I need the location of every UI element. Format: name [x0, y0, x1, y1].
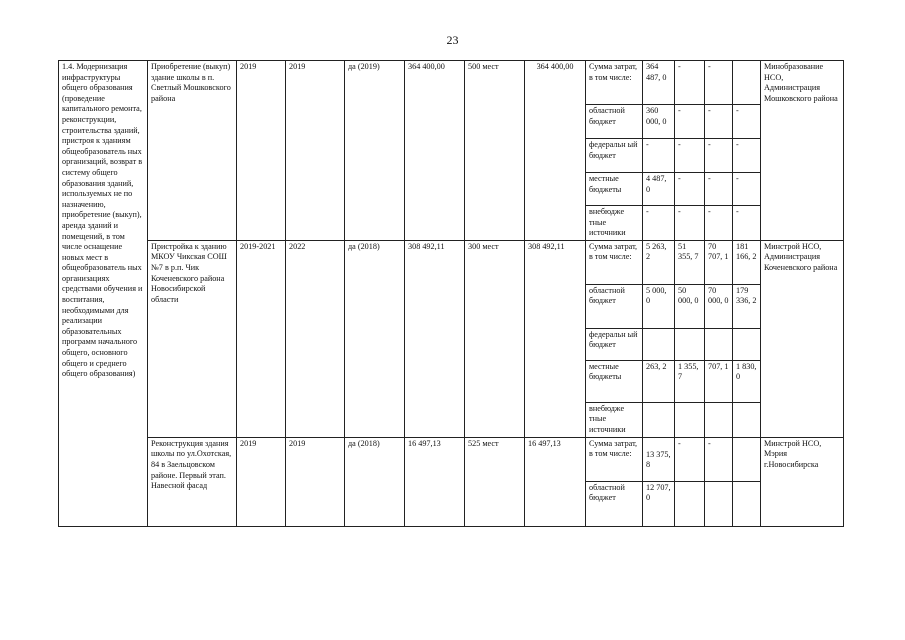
row-label: Сумма затрат, в том числе:: [586, 437, 643, 481]
row-label: областной бюджет: [586, 105, 643, 139]
project-expertise: да (2018): [345, 437, 405, 526]
value-2019: -: [643, 206, 675, 241]
row-label: внебюдже тные источники: [586, 402, 643, 437]
value-2022: 179 336, 2: [733, 284, 761, 328]
project-cost: 308 492,11: [525, 240, 586, 437]
value-2020: -: [675, 173, 705, 206]
project-start: 2019: [237, 437, 286, 526]
value-2019: 4 487, 0: [643, 173, 675, 206]
project-responsible: Минстрой НСО, Мэрия г.Новосибирска: [761, 437, 844, 526]
project-end: 2019: [286, 61, 345, 241]
value-2021: [705, 481, 733, 526]
value-2020: [675, 328, 705, 360]
project-expertise: да (2019): [345, 61, 405, 241]
value-2019: 5 000, 0: [643, 284, 675, 328]
row-label: местные бюджеты: [586, 173, 643, 206]
project-capacity: 500 мест: [465, 61, 525, 241]
value-2022: -: [733, 206, 761, 241]
row-label: Сумма затрат, в том числе:: [586, 61, 643, 105]
value-2022: [733, 437, 761, 481]
value-2021: -: [705, 173, 733, 206]
row-label: областной бюджет: [586, 284, 643, 328]
value-2019: [643, 402, 675, 437]
value-2020: -: [675, 206, 705, 241]
value-2019: 364 487, 0: [643, 61, 675, 105]
value-2022: -: [733, 173, 761, 206]
project-capacity: 300 мест: [465, 240, 525, 437]
project-responsible: Минобразование НСО, Администрация Мошковского района: [761, 61, 844, 241]
value-2022: [733, 328, 761, 360]
project-expertise: да (2018): [345, 240, 405, 437]
project-end: 2019: [286, 437, 345, 526]
project-capacity: 525 мест: [465, 437, 525, 526]
value-2022: [733, 61, 761, 105]
value-2019: -: [643, 139, 675, 173]
project-cost: 364 400,00: [525, 61, 586, 241]
value-2020: 51 355, 7: [675, 240, 705, 284]
value-2020: -: [675, 437, 705, 481]
value-2021: 70 000, 0: [705, 284, 733, 328]
row-label: местные бюджеты: [586, 360, 643, 402]
value-2019: 5 263, 2: [643, 240, 675, 284]
row-label: Сумма затрат, в том числе:: [586, 240, 643, 284]
measure-cell: 1.4. Модернизация инфраструктуры общего образования (проведение капитального ремонта, реконструкции, строительства зданий, пристроя к зданиям общеобразователь ных организаций, возврат в систему общего образования зданий, используемых не по назначению, приобретение (выкуп), аренда зданий и помещений, в том числе оснащение новых мест в общеобразователь ных организациях средствами обучения и воспитания, необходимыми для реализации образовательных программ начального общего, основного общего и среднего общего образования): [59, 61, 148, 527]
value-2020: [675, 481, 705, 526]
value-2022: -: [733, 105, 761, 139]
value-2021: 70 707, 1: [705, 240, 733, 284]
project-name: Приобретение (выкуп) здание школы в п. Светлый Мошковского района: [148, 61, 237, 241]
project-start: 2019-2021: [237, 240, 286, 437]
value-2020: 50 000, 0: [675, 284, 705, 328]
value-2022: -: [733, 139, 761, 173]
value-2021: -: [705, 61, 733, 105]
project-start: 2019: [237, 61, 286, 241]
row-label: федеральн ый бюджет: [586, 328, 643, 360]
project-responsible: Минстрой НСО, Администрация Коченевского района: [761, 240, 844, 437]
value-2019: [643, 328, 675, 360]
value-2019: 13 375, 8: [643, 437, 675, 481]
value-2021: 707, 1: [705, 360, 733, 402]
value-2019: 12 707, 0: [643, 481, 675, 526]
value-2020: -: [675, 61, 705, 105]
value-2022: [733, 481, 761, 526]
project-name: Пристройка к зданию МКОУ Чикская СОШ №7 в р.п. Чик Коченевского района Новосибирской области: [148, 240, 237, 437]
row-label: внебюдже тные источники: [586, 206, 643, 241]
row-label: федеральн ый бюджет: [586, 139, 643, 173]
value-2021: -: [705, 437, 733, 481]
project-estimate: 16 497,13: [405, 437, 465, 526]
value-2020: -: [675, 139, 705, 173]
value-2019: 263, 2: [643, 360, 675, 402]
value-2021: [705, 402, 733, 437]
project-estimate: 364 400,00: [405, 61, 465, 241]
project-end: 2022: [286, 240, 345, 437]
value-2020: [675, 402, 705, 437]
value-2020: -: [675, 105, 705, 139]
program-table: [58, 60, 844, 527]
row-label: областной бюджет: [586, 481, 643, 526]
project-cost: 16 497,13: [525, 437, 586, 526]
value-2021: [705, 328, 733, 360]
project-estimate: 308 492,11: [405, 240, 465, 437]
value-2021: -: [705, 206, 733, 241]
project-name: Реконструкция здания школы по ул.Охотская, 84 в Заельцовском районе. Первый этап. Навесной фасад: [148, 437, 237, 526]
page-number: 23: [446, 33, 459, 47]
value-2022: [733, 402, 761, 437]
value-2019: 360 000, 0: [643, 105, 675, 139]
value-2021: -: [705, 139, 733, 173]
value-2021: -: [705, 105, 733, 139]
value-2022: 181 166, 2: [733, 240, 761, 284]
value-2020: 1 355, 7: [675, 360, 705, 402]
value-2022: 1 830, 0: [733, 360, 761, 402]
